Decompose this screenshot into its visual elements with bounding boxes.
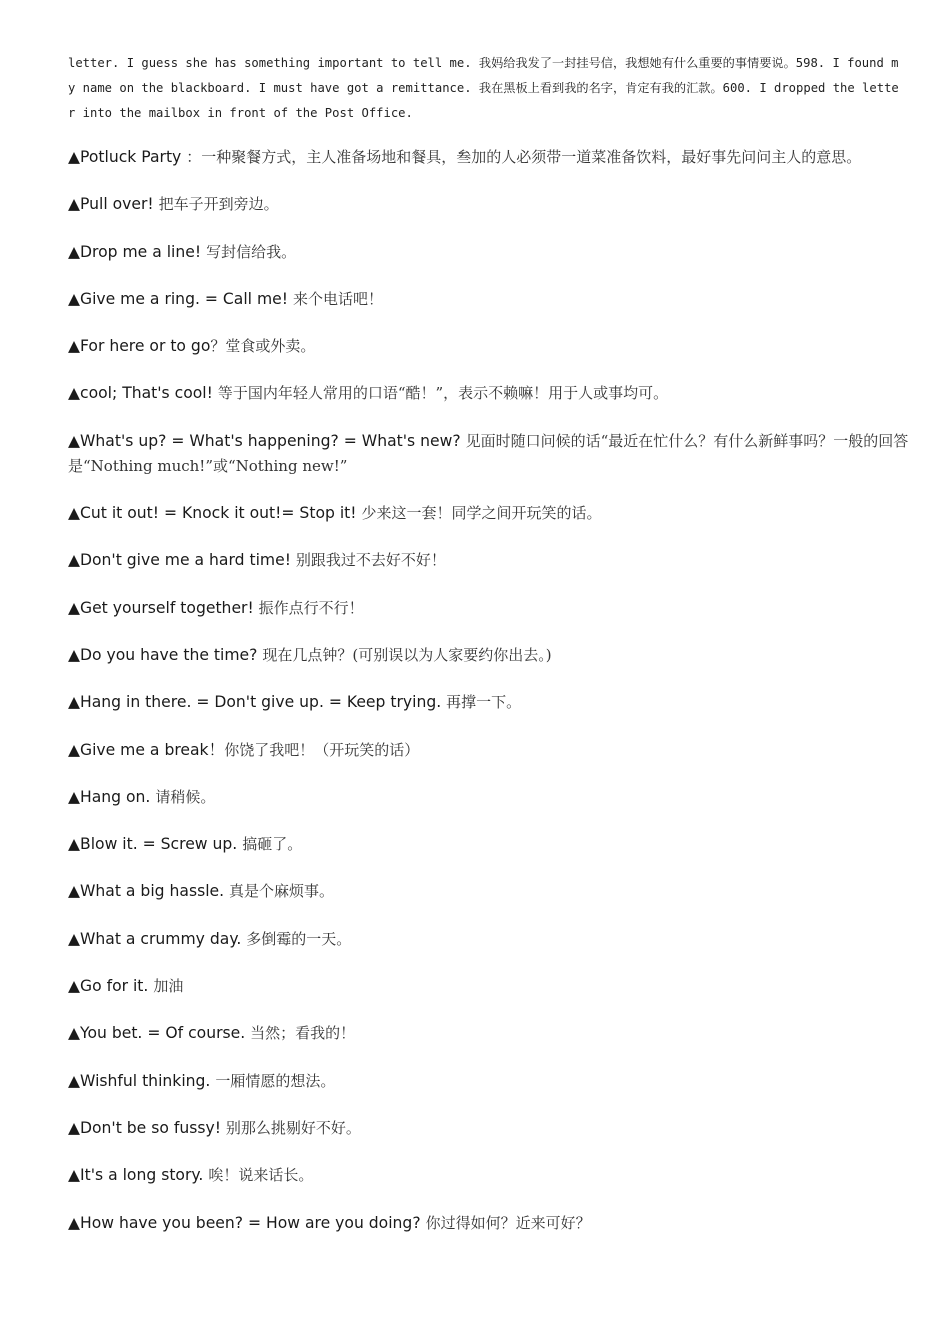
- chinese-meaning: 别跟我过不去好不好！: [295, 551, 446, 570]
- phrase-entry: [68, 548, 918, 573]
- chinese-meaning: 再撑一下。: [446, 693, 522, 712]
- english-phrase: ▲It's a long story.: [68, 1166, 209, 1185]
- english-phrase: ▲cool; That's cool!: [68, 384, 218, 403]
- phrase-entry: [68, 429, 918, 479]
- english-phrase: ▲Potluck Party: [68, 148, 187, 166]
- english-phrase: ▲Don't give me a hard time!: [68, 551, 296, 570]
- chinese-meaning: 搞砸了。: [242, 835, 303, 854]
- chinese-meaning: 你过得如何？近来可好？: [425, 1213, 591, 1232]
- english-phrase: ▲Cut it out! = Knock it out!= Stop it!: [68, 504, 362, 523]
- phrase-entry: [68, 1021, 918, 1046]
- phrase-entry: [68, 832, 918, 857]
- chinese-meaning: 真是个麻烦事。: [229, 882, 335, 901]
- chinese-meaning: 等于国内年轻人常用的口语“酷！”，表示不赖嘛！用于人或事均可。: [217, 384, 669, 403]
- chinese-meaning: 别那么挑剔好不好。: [225, 1118, 361, 1137]
- chinese-meaning: 把车子开到旁边。: [158, 195, 279, 214]
- english-phrase: ▲What a crummy day.: [68, 929, 247, 948]
- chinese-meaning: 现在几点钟？(可别误以为人家要约你出去。): [262, 645, 552, 664]
- chinese-meaning: 唉！说来话长。: [208, 1166, 314, 1185]
- phrase-entry: [68, 690, 918, 715]
- phrase-list: [68, 145, 918, 1258]
- english-phrase: ▲Pull over!: [68, 195, 159, 214]
- chinese-meaning: ：一种聚餐方式，主人准备场地和餐具，叁加的人必须带一道菜准备饮料，最好事先问问主人的意思。: [186, 148, 862, 166]
- english-phrase: ▲You bet. = Of course.: [68, 1024, 251, 1043]
- phrase-entry: [68, 879, 918, 904]
- chinese-meaning: 当然；看我的！: [250, 1024, 356, 1043]
- chinese-meaning: 来个电话吧！: [292, 289, 383, 308]
- chinese-meaning: 见面时随口问候的话“最近在忙什么？有什么新鲜事吗？一般的回答是“Nothing much!”或“Nothing new!”: [68, 431, 909, 475]
- phrase-entry: [68, 596, 918, 621]
- phrase-entry: [68, 287, 918, 312]
- chinese-meaning: 一厢情愿的想法。: [215, 1071, 336, 1090]
- chinese-meaning: 你饶了我吧！（开玩笑的话）: [224, 740, 420, 759]
- phrase-entry: [68, 192, 918, 217]
- phrase-entry: [68, 1163, 918, 1188]
- phrase-entry: [68, 738, 918, 763]
- phrase-entry: [68, 974, 918, 999]
- english-phrase: ▲Hang on.: [68, 787, 156, 806]
- english-phrase: ▲Don't be so fussy!: [68, 1118, 226, 1137]
- intro-paragraph: letter. I guess she has something important to tell me. 我妈给我发了一封挂号信，我想她有什么重要的事情要说。598. I found my name on the blackboard. I must have got a remittance. 我在黑板上看到我的名字，肯定有我的汇款。600. I dropped the letter into the mailbox in front of the Post Office.: [68, 56, 899, 120]
- english-phrase: ▲For here or to go: [68, 337, 211, 356]
- english-phrase: ▲Blow it. = Screw up.: [68, 835, 243, 854]
- english-phrase: ▲Get yourself together!: [68, 598, 259, 617]
- english-phrase: ▲What's up? = What's happening? = What's new?: [68, 431, 466, 450]
- phrase-entry: [68, 785, 918, 810]
- phrase-entry: [68, 927, 918, 952]
- english-phrase: ▲Do you have the time?: [68, 645, 263, 664]
- chinese-meaning: 振作点行不行！: [258, 598, 364, 617]
- phrase-entry: [68, 145, 918, 170]
- chinese-meaning: ？堂食或外卖。: [210, 337, 316, 356]
- chinese-meaning: 加油: [153, 977, 184, 996]
- english-phrase: ▲Go for it.: [68, 977, 154, 996]
- chinese-meaning: 多倒霉的一天。: [246, 929, 352, 948]
- phrase-entry: [68, 381, 918, 406]
- english-phrase: ▲Give me a ring. = Call me!: [68, 289, 293, 308]
- english-phrase: ▲Drop me a line!: [68, 242, 207, 261]
- phrase-entry: [68, 501, 918, 526]
- english-phrase: ▲What a big hassle.: [68, 882, 230, 901]
- phrase-entry: [68, 1069, 918, 1094]
- english-phrase: ▲Hang in there. = Don't give up. = Keep trying.: [68, 693, 447, 712]
- english-phrase: ▲Give me a break！: [68, 740, 225, 759]
- phrase-entry: [68, 240, 918, 265]
- phrase-entry: [68, 334, 918, 359]
- english-phrase: ▲Wishful thinking.: [68, 1071, 216, 1090]
- phrase-entry: [68, 1211, 918, 1236]
- chinese-meaning: 写封信给我。: [206, 242, 297, 261]
- chinese-meaning: 请稍候。: [155, 787, 216, 806]
- phrase-entry: [68, 1116, 918, 1141]
- chinese-meaning: 少来这一套！同学之间开玩笑的话。: [361, 504, 602, 523]
- english-phrase: ▲How have you been? = How are you doing?: [68, 1213, 426, 1232]
- phrase-entry: [68, 643, 918, 668]
